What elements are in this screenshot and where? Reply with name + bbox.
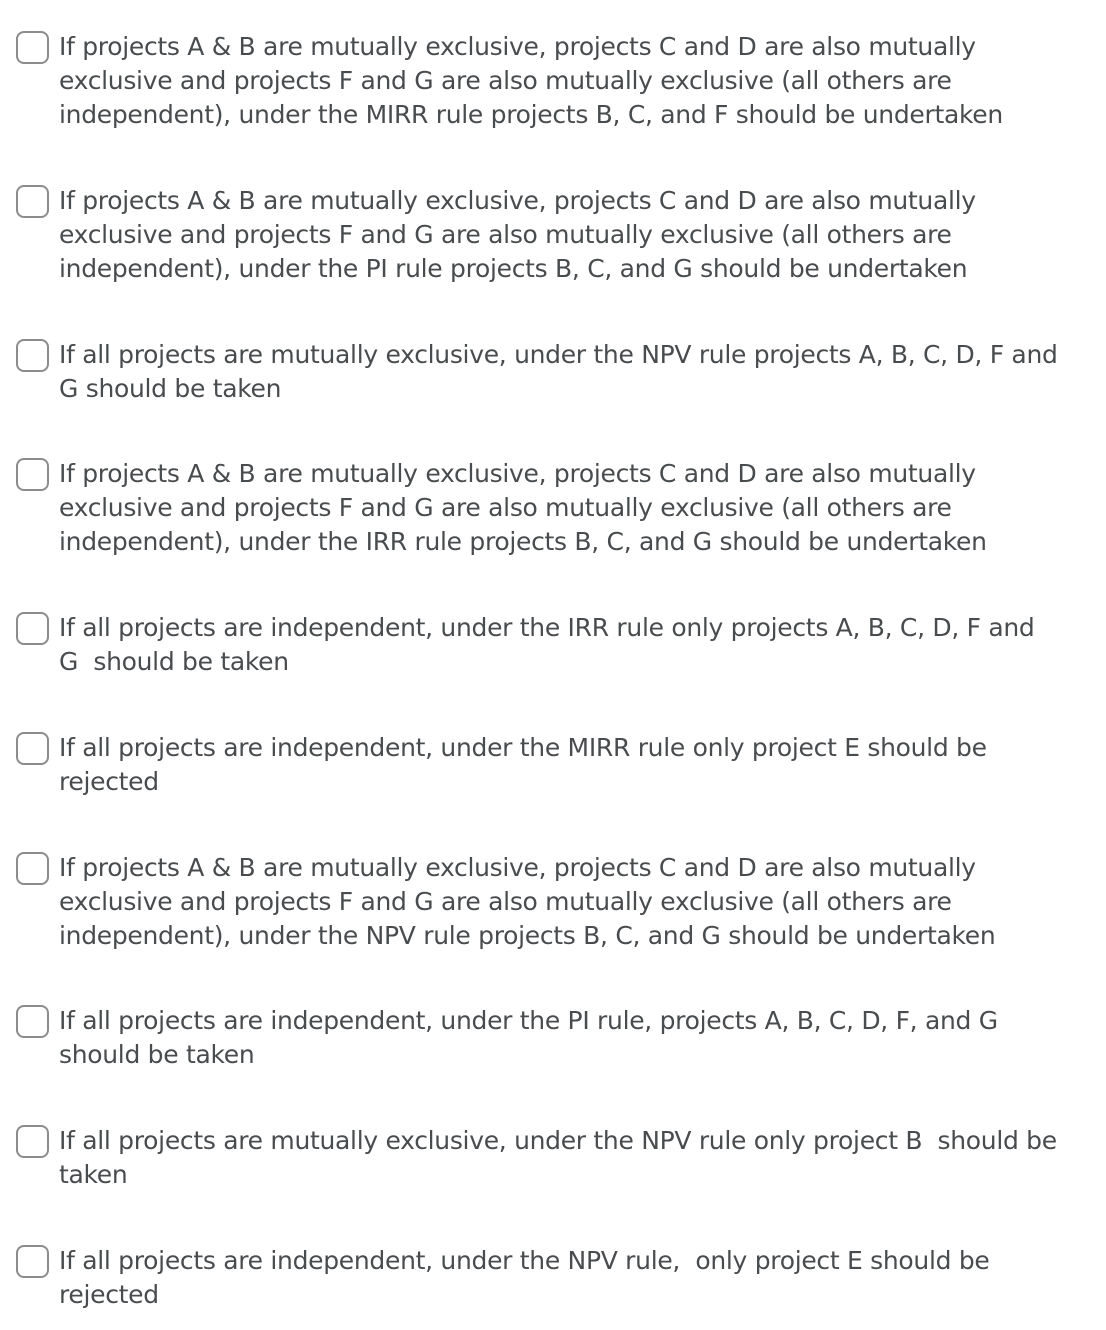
option-label: If all projects are mutually exclusive, under the NPV rule only project B should be taken bbox=[59, 1126, 1057, 1189]
checkbox[interactable] bbox=[16, 612, 49, 645]
answer-option-8[interactable] bbox=[16, 1004, 1096, 1072]
answer-option-3[interactable] bbox=[16, 338, 1096, 406]
checkbox[interactable] bbox=[16, 1005, 49, 1038]
checkbox[interactable] bbox=[16, 185, 49, 218]
answer-option-9[interactable] bbox=[16, 1124, 1096, 1192]
checkbox[interactable] bbox=[16, 458, 49, 491]
option-label: If all projects are independent, under the PI rule, projects A, B, C, D, F, and G should be taken bbox=[59, 1006, 998, 1069]
answer-option-7[interactable] bbox=[16, 851, 1096, 953]
answer-option-6[interactable] bbox=[16, 731, 1096, 799]
checkbox[interactable] bbox=[16, 852, 49, 885]
answer-option-10[interactable] bbox=[16, 1244, 1096, 1312]
checkbox[interactable] bbox=[16, 1245, 49, 1278]
checkbox[interactable] bbox=[16, 1125, 49, 1158]
answer-option-1[interactable] bbox=[16, 30, 1096, 132]
option-label: If all projects are independent, under the MIRR rule only project E should be rejected bbox=[59, 733, 987, 796]
option-label: If all projects are mutually exclusive, under the NPV rule projects A, B, C, D, F and G should be taken bbox=[59, 340, 1058, 403]
option-label: If all projects are independent, under the NPV rule, only project E should be rejected bbox=[59, 1246, 990, 1309]
checkbox[interactable] bbox=[16, 732, 49, 765]
option-label: If projects A & B are mutually exclusive, projects C and D are also mutually exclusive and projects F and G are also mutually exclusive (all others are independent), under the MIRR rule projects B, C, and F should be undertaken bbox=[59, 32, 1003, 129]
option-label: If projects A & B are mutually exclusive, projects C and D are also mutually exclusive and projects F and G are also mutually exclusive (all others are independent), under the PI rule projects B, C, and G should be undertaken bbox=[59, 186, 976, 283]
option-label: If projects A & B are mutually exclusive, projects C and D are also mutually exclusive and projects F and G are also mutually exclusive (all others are independent), under the IRR rule projects B, C, and G should be undertaken bbox=[59, 459, 987, 556]
option-label: If all projects are independent, under the IRR rule only projects A, B, C, D, F and G should be taken bbox=[59, 613, 1035, 676]
answer-option-4[interactable] bbox=[16, 457, 1096, 559]
option-label: If projects A & B are mutually exclusive, projects C and D are also mutually exclusive and projects F and G are also mutually exclusive (all others are independent), under the NPV rule projects B, C, and G should be undertaken bbox=[59, 853, 996, 950]
checkbox[interactable] bbox=[16, 31, 49, 64]
answer-option-5[interactable] bbox=[16, 611, 1096, 679]
answer-option-2[interactable] bbox=[16, 184, 1096, 286]
checkbox[interactable] bbox=[16, 339, 49, 372]
